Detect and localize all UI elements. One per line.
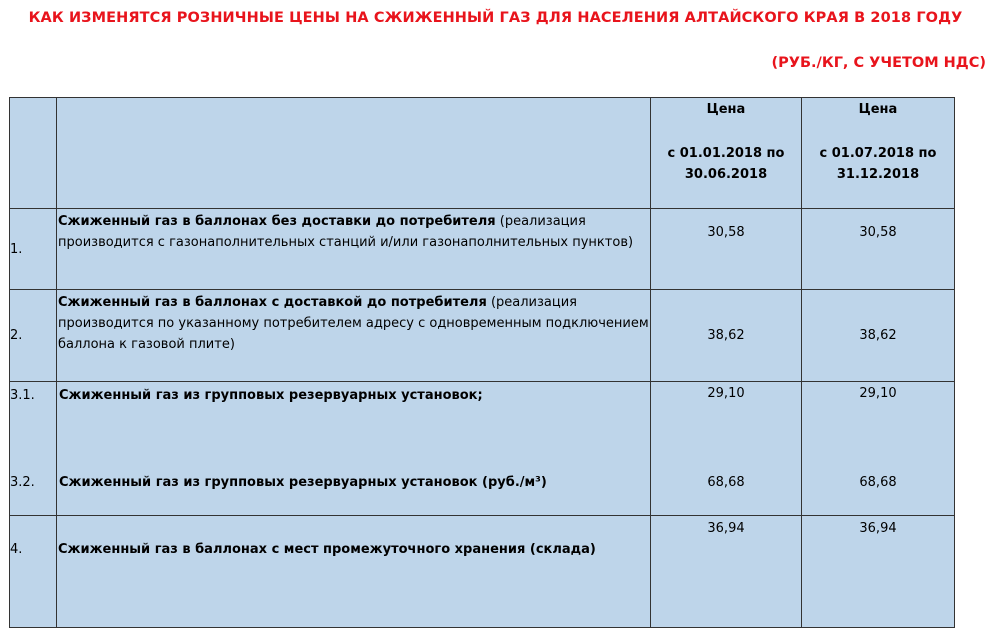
price-label: Цена <box>706 102 746 117</box>
row-price-period2: 30,58 <box>802 209 955 290</box>
table-row <box>10 290 955 382</box>
row-price-period2: 38,62 <box>802 290 955 382</box>
period2-end: 31.12.2018 <box>836 167 920 182</box>
row-name-rest: (реализация производится с газонаполнительных станций и/или газонаполнительных пунктов) <box>58 214 634 250</box>
row-name-bold: Сжиженный газ в баллонах с мест промежуточного хранения (склада) <box>58 542 596 557</box>
row-price-period2: 68,68 <box>859 475 897 490</box>
row-name-bold: Сжиженный газ в баллонах с доставкой до потребителя <box>58 295 487 310</box>
row-number: 2. <box>10 290 57 382</box>
row-price-period2-group <box>802 382 955 516</box>
header-desc-cell <box>57 98 651 209</box>
period1-start: с 01.01.2018 по <box>667 146 785 161</box>
header-price-period2 <box>802 98 955 209</box>
row-price-period2: 29,10 <box>859 386 897 401</box>
row-description <box>57 290 651 382</box>
row-price-period1-group <box>651 382 802 516</box>
row-number: 3.2. <box>10 475 35 490</box>
row-name-rest: (реализация производится по указанному потребителем адресу с одновременным подключением баллона к газовой плите) <box>58 295 649 352</box>
table-header-row <box>10 98 955 209</box>
row-price-period1: 30,58 <box>651 209 802 290</box>
price-table <box>9 97 955 628</box>
row-price-period1: 36,94 <box>651 516 802 628</box>
row-description-group <box>57 382 651 516</box>
table-row <box>10 209 955 290</box>
row-description <box>57 516 651 628</box>
table-row-group <box>10 382 955 516</box>
period1-end: 30.06.2018 <box>684 167 768 182</box>
page-subtitle: (РУБ./КГ, С УЧЕТОМ НДС) <box>771 55 986 71</box>
row-price-period2: 36,94 <box>802 516 955 628</box>
row-price-period1: 38,62 <box>651 290 802 382</box>
row-price-period1: 68,68 <box>707 475 745 490</box>
price-label: Цена <box>858 102 898 117</box>
header-price-period1 <box>651 98 802 209</box>
row-number-group <box>10 382 57 516</box>
period2-start: с 01.07.2018 по <box>819 146 937 161</box>
page-title: КАК ИЗМЕНЯТСЯ РОЗНИЧНЫЕ ЦЕНЫ НА СЖИЖЕННЫЙ ГАЗ ДЛЯ НАСЕЛЕНИЯ АЛТАЙСКОГО КРАЯ В 2018 ГОДУ <box>28 10 963 26</box>
row-name-bold: Сжиженный газ из групповых резервуарных установок (руб./м³) <box>59 475 547 490</box>
header-num-cell <box>10 98 57 209</box>
row-description <box>57 209 651 290</box>
row-number: 4. <box>10 516 57 628</box>
row-name-bold: Сжиженный газ из групповых резервуарных установок; <box>59 388 483 403</box>
row-price-period1: 29,10 <box>707 386 745 401</box>
row-name-bold: Сжиженный газ в баллонах без доставки до потребителя <box>58 214 496 229</box>
table-row <box>10 516 955 628</box>
row-number: 1. <box>10 209 57 290</box>
row-number: 3.1. <box>10 388 35 403</box>
